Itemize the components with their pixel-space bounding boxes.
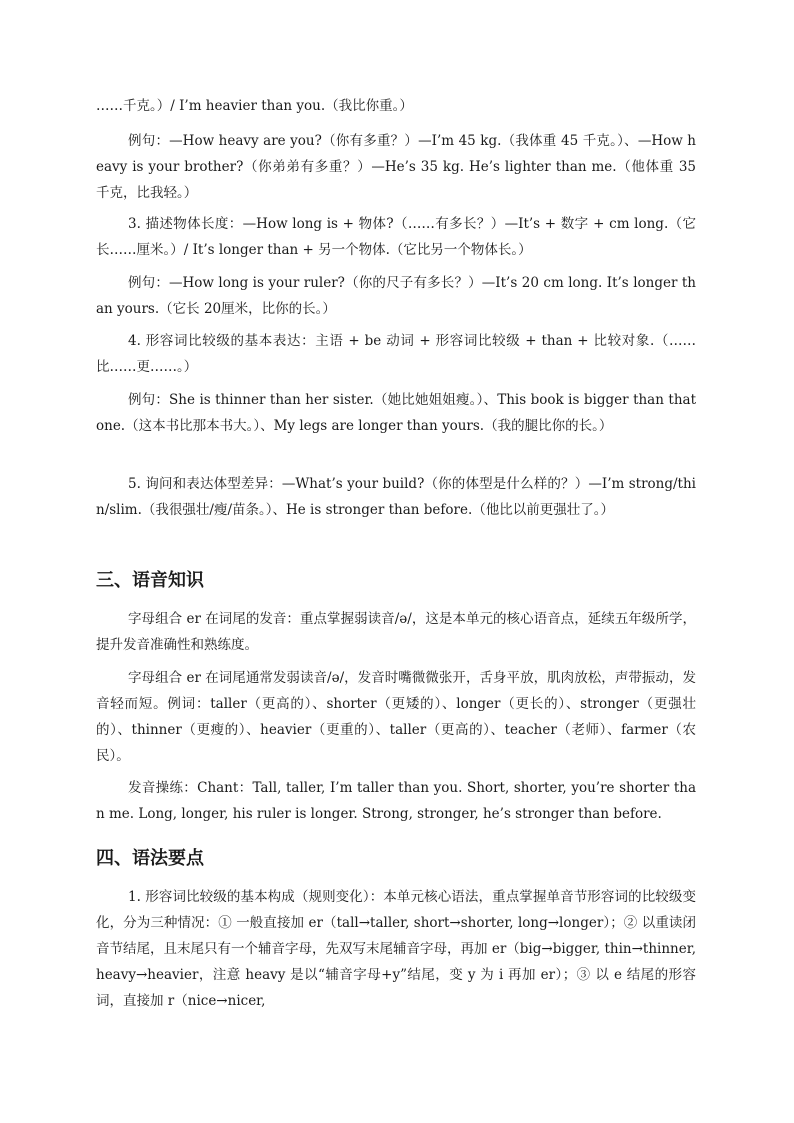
paragraph-weight-answer: ……千克。）/ I’m heavier than you.（我比你重。） bbox=[96, 98, 413, 114]
paragraph-comparative-rules: 1. 形容词比较级的基本构成（规则变化）：本单元核心语法，重点掌握单音节形容词的比较级变化，分为三种情况：① 一般直接加 er（tall→taller, short→shorter, long→longer）；② 以重读闭音节结尾，且末尾只有一个辅音字母，先双写末尾辅音字母，再加 er（big→bigger, thin→thinner, heavy→heavier，注意 heavy 是以“辅音字母+y”结尾，变 y 为 i 再加 er）；③ 以 e 结尾的形容词，直接加 r（nice→nicer, bbox=[96, 889, 696, 1009]
paragraph-length-pattern: 3. 描述物体长度：—How long is + 物体?（……有多长？）—It’s + 数字 + cm long.（它长……厘米。）/ It’s longer than + 另一个物体.（它比另一个物体长。） bbox=[96, 216, 696, 258]
paragraph-comparative-example: 例句：She is thinner than her sister.（她比她姐姐瘦。）、This book is bigger than that one.（这本书比那本书大。）、My legs are longer than yours.（我的腿比你的长。） bbox=[96, 392, 696, 434]
paragraph-er-examples: 字母组合 er 在词尾通常发弱读音/ə/，发音时嘴微微张开，舌身平放，肌肉放松，声带振动，发音轻而短。例词：taller（更高的）、shorter（更矮的）、longer（更长的）、stronger（更强壮的）、thinner（更瘦的）、heavier（更重的）、taller（更高的）、teacher（老师）、farmer（农民）。 bbox=[96, 670, 696, 764]
section-heading-grammar: 四、语法要点 bbox=[96, 848, 204, 869]
paragraph-chant: 发音操练：Chant：Tall, taller, I’m taller than you. Short, shorter, you’re shorter than me. Long, longer, his ruler is longer. Strong, stronger, he’s stronger than before. bbox=[96, 780, 696, 822]
section-heading-phonics: 三、语音知识 bbox=[96, 570, 204, 591]
paragraph-comparative-pattern: 4. 形容词比较级的基本表达：主语 + be 动词 + 形容词比较级 + than + 比较对象.（……比……更……。） bbox=[96, 333, 696, 375]
paragraph-weight-example: 例句：—How heavy are you?（你有多重？）—I’m 45 kg.（我体重 45 千克。）、—How heavy is your brother?（你弟弟有多重？）—He’s 35 kg. He’s lighter than me.（他体重 35 千克，比我轻。） bbox=[96, 133, 696, 201]
paragraph-length-example: 例句：—How long is your ruler?（你的尺子有多长？）—It’s 20 cm long. It’s longer than yours.（它长 20厘米，比你的长。） bbox=[96, 275, 696, 317]
paragraph-build-pattern: 5. 询问和表达体型差异：—What’s your build?（你的体型是什么样的？）—I’m strong/thin/slim.（我很强壮/瘦/苗条。）、He is stronger than before.（他比以前更强壮了。） bbox=[96, 476, 696, 518]
paragraph-er-sound: 字母组合 er 在词尾的发音：重点掌握弱读音/ə/，这是本单元的核心语音点，延续五年级所学，提升发音准确性和熟练度。 bbox=[96, 611, 696, 653]
